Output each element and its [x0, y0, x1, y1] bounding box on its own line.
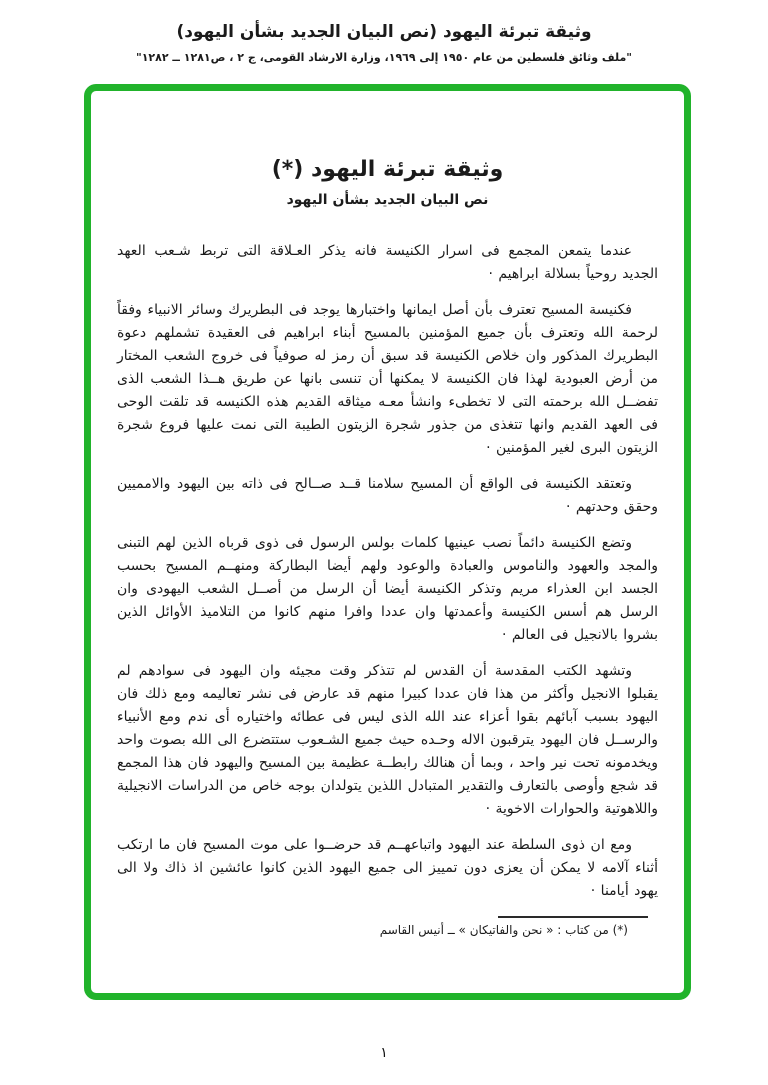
footnote-text: (*) من كتاب : « نحن والفاتيكان » ــ أنيس القاسم	[379, 923, 628, 937]
header-title: وثيقة تبرئة اليهود (نص البيان الجديد بشأن اليهود)	[176, 22, 592, 42]
document-title: وثيقة تبرئة اليهود (*)	[271, 157, 504, 182]
document-body	[117, 240, 658, 903]
paragraph: فكنيسة المسيح تعترف بأن أصل ايمانها واختبارها يوجد فى البطريرك وسائر الانبياء وفقاً لرحمة الله وتعترف بأن جميع المؤمنين بالمسيح أبناء ابراهيم فى العقيدة تشملهم دعوة البطريرك المذكور وان خلاص الكنيسة قد سبق أن رمز له صوفياً فى خروج الشعب المختار من أرض العبودية لهذا فان الكنيسة لا يمكنها أن تنسى بانها عن طريق هــذا الشعب الذى تفضــل الله برحمته التى لا تخطىء وانشأ معـه ميثاقه القديم هذه الكنيسه قد تلقت الوحى فى العهد القديم وانها تتغذى من جذور شجرة الزيتون الطيبة التى نمت عليها فروع شجرة الزيتون البرى لغير المؤمنين ·	[117, 302, 658, 456]
paragraph: وتعتقد الكنيسة فى الواقع أن المسيح سلامنا قــد صــالح فى ذاته بين اليهود والامميين وحقق وحدتهم ·	[117, 476, 658, 515]
page-header	[0, 22, 768, 64]
document-frame	[84, 84, 691, 1000]
paragraph: عندما يتمعن المجمع فى اسرار الكنيسة فانه يذكر العـلاقة التى تربط شـعب العهد الجديد روحياً بسلالة ابراهيم ·	[117, 243, 658, 282]
header-source-citation: "ملف وثائق فلسطين من عام ١٩٥٠ إلى ١٩٦٩، وزارة الارشاد القومى، ج ٢ ، ص١٢٨١ ــ ١٢٨٢"	[135, 51, 632, 64]
document-subtitle: نص البيان الجديد بشأن اليهود	[286, 192, 489, 208]
paragraph: وتضع الكنيسة دائماً نصب عينيها كلمات بولس الرسول فى ذوى قرباه الذين لهم التبنى والمجد والعهود والناموس والعبادة والوعود ولهم أيضا البطاركة ومنهــم المسيح بحسب الجسد ابن العذراء مريم وتذكر الكنيسة أيضا أن الرسل من أصــل الشعب اليهودى وان الرسل هم أسس الكنيسة وأعمدتها وان عددا وافرا منهم كانوا من التلاميذ الأوائل الذين بشروا بالانجيل فى العالم ·	[117, 535, 658, 643]
paragraph: وتشهد الكتب المقدسة أن القدس لم تتذكر وقت مجيئه وان اليهود فى سوادهم لم يقبلوا الانجيل وأكثر من هذا فان عددا كبيرا منهم قد عارض فى نشر تعاليمه ومع ذلك فان اليهود بسبب آبائهم بقوا أعزاء عند الله الذى ليس فى عطائه واختياره أى ندم ومع الأنبياء والرســل فان اليهود يترقبون الاله وحـده حيث جميع الشـعوب ستتضرع الى الله بصوت واحد ويخدمونه تحت نير واحد ، وبما أن هنالك رابطــة عظيمة بين المسيح واليهود فان هذا المجمع قد شجع وأوصى بالتعارف والتقدير المتبادل اللذين يتولدان بوجه خاص من الدراسات الانجيلية واللاهوتية والحوارات الاخوية ·	[117, 663, 658, 817]
footnote-divider	[498, 916, 648, 918]
page-number: ١	[380, 1045, 388, 1061]
paragraph: ومع ان ذوى السلطة عند اليهود واتباعهــم قد حرضــوا على موت المسيح فان ما ارتكب أثناء آلامه لا يمكن أن يعزى دون تمييز الى جميع اليهود الذين كانوا عائشين اذ ذاك ولا الى يهود أيامنا ·	[117, 837, 658, 899]
